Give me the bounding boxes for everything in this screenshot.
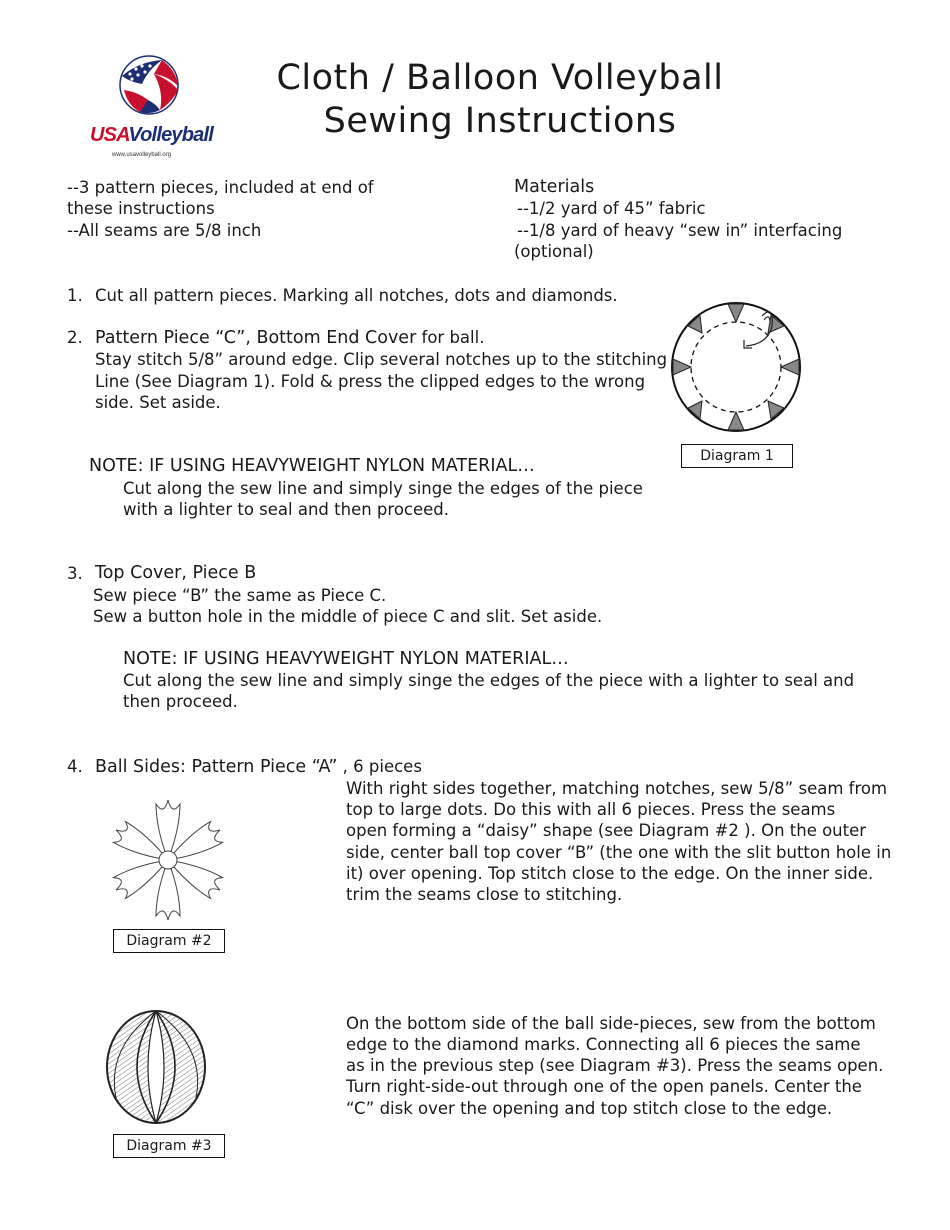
step-2-line: Line (See Diagram 1). Fold & press the clipped edges to the wrong — [95, 372, 646, 391]
step-number: 1. — [67, 286, 83, 305]
step-4-line: Turn right-side-out through one of the open panels. Center the — [346, 1077, 862, 1096]
step-number: 4. — [67, 757, 83, 776]
page-subtitle: Sewing Instructions — [323, 101, 677, 141]
logo-wordmark — [90, 124, 213, 147]
step-3-note-heading: NOTE: IF USING HEAVYWEIGHT NYLON MATERIAL… — [123, 649, 569, 669]
diagram-2-daisy-drawing — [104, 798, 234, 923]
step-2-heading — [95, 327, 484, 350]
materials-item: --1/2 yard of 45” fabric — [517, 199, 706, 218]
usa-volleyball-logo — [88, 54, 218, 166]
intro-left-line: --3 pattern pieces, included at end of — [67, 178, 374, 197]
step-4-line: With right sides together, matching notches, sew 5/8” seam from — [346, 779, 888, 798]
step-2-note-heading: NOTE: IF USING HEAVYWEIGHT NYLON MATERIAL… — [89, 456, 535, 476]
logo-url: www.usavolleyball.org — [112, 152, 172, 158]
step-4-line: open forming a “daisy” shape (see Diagram #2 ). On the outer — [346, 821, 867, 840]
step-2-heading-suffix: for ball. — [416, 328, 485, 347]
step-3-line: Sew a button hole in the middle of piece C and slit. Set aside. — [93, 607, 603, 626]
materials-item: --1/8 yard of heavy “sew in” interfacing — [517, 221, 843, 240]
intro-left-line: these instructions — [67, 199, 215, 218]
volleyball-logo-icon — [118, 54, 180, 116]
step-4-line: it) over opening. Top stitch close to the edge. On the inner side. — [346, 864, 874, 883]
step-4-heading — [95, 756, 422, 779]
materials-heading: Materials — [514, 177, 595, 197]
step-3-heading: Top Cover, Piece B — [95, 563, 257, 583]
step-number: 3. — [67, 564, 83, 583]
step-4-heading-suffix: , 6 pieces — [337, 757, 422, 776]
step-4-heading-main: Ball Sides: Pattern Piece “A” — [95, 757, 338, 777]
diagram-2-label: Diagram #2 — [113, 929, 225, 953]
step-3-note-line: then proceed. — [123, 692, 238, 711]
step-2-note-line: Cut along the sew line and simply singe the edges of the piece — [123, 479, 643, 498]
materials-item: (optional) — [514, 242, 594, 261]
step-2-line: Stay stitch 5/8” around edge. Clip several notches up to the stitching — [95, 350, 668, 369]
diagram-3-ball-drawing — [104, 1008, 208, 1126]
step-4-line: side, center ball top cover “B” (the one with the slit button hole in — [346, 843, 892, 862]
diagram-1-circle-drawing — [664, 296, 814, 436]
logo-usa: USA — [90, 124, 129, 146]
step-4-line: “C” disk over the opening and top stitch close to the edge. — [346, 1099, 833, 1118]
step-number: 2. — [67, 328, 83, 347]
step-2-note-line: with a lighter to seal and then proceed. — [123, 500, 450, 519]
step-1-text: Cut all pattern pieces. Marking all notches, dots and diamonds. — [95, 286, 618, 305]
step-2-heading-main: Pattern Piece “C”, Bottom End Cover — [95, 328, 417, 348]
diagram-3-label: Diagram #3 — [113, 1134, 225, 1158]
step-4-line: trim the seams close to stitching. — [346, 885, 623, 904]
step-3-line: Sew piece “B” the same as Piece C. — [93, 586, 387, 605]
logo-volleyball: Volleyball — [128, 124, 213, 146]
diagram-1-label: Diagram 1 — [681, 444, 793, 468]
step-2-line: side. Set aside. — [95, 393, 221, 412]
page-title: Cloth / Balloon Volleyball — [276, 58, 724, 98]
step-4-line: On the bottom side of the ball side-pieces, sew from the bottom — [346, 1014, 876, 1033]
step-4-line: as in the previous step (see Diagram #3). Press the seams open. — [346, 1056, 884, 1075]
step-3-note-line: Cut along the sew line and simply singe the edges of the piece with a lighter to seal and — [123, 671, 855, 690]
step-4-line: top to large dots. Do this with all 6 pieces. Press the seams — [346, 800, 836, 819]
intro-left-line: --All seams are 5/8 inch — [67, 221, 262, 240]
step-4-line: edge to the diamond marks. Connecting all 6 pieces the same — [346, 1035, 861, 1054]
